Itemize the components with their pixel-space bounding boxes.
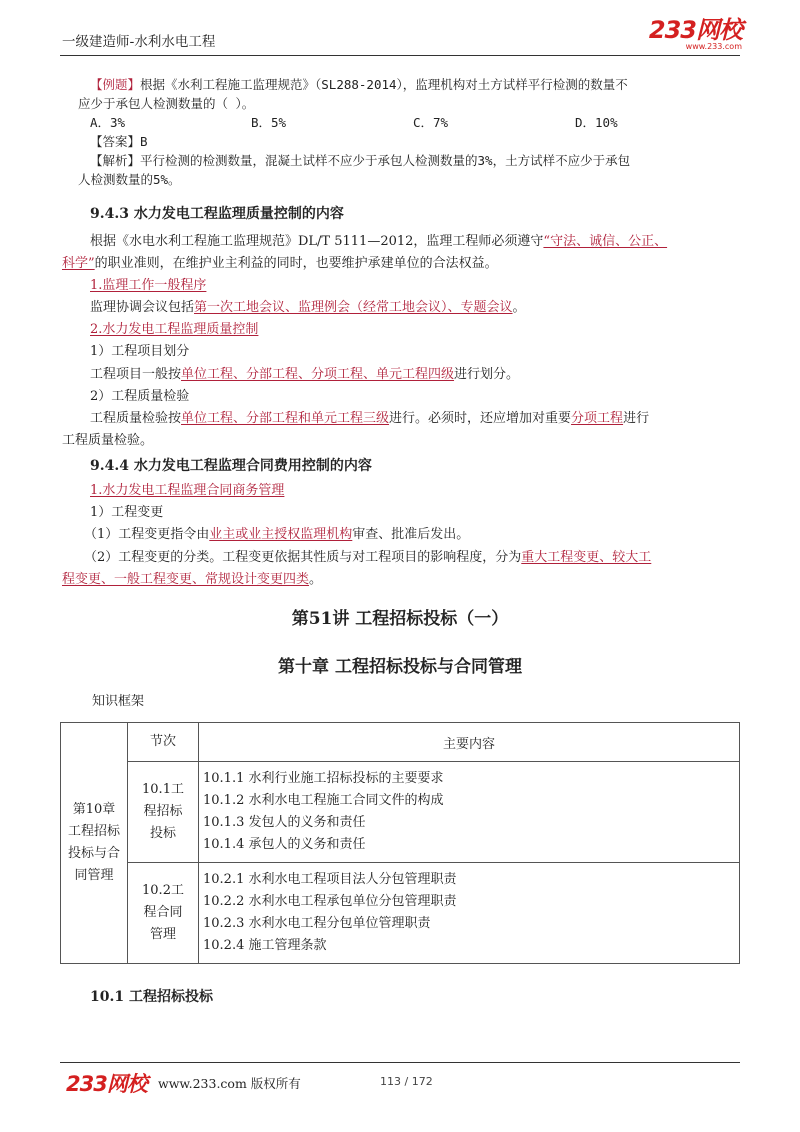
document-header-title: 一级建造师-水利水电工程 (62, 34, 216, 50)
s943-sub-1: 1）工程项目划分 (90, 344, 190, 359)
section-9-4-4-title: 9.4.4 水力发电工程监理合同费用控制的内容 (90, 458, 372, 474)
footer-logo: 233网校 (66, 1072, 147, 1096)
s944-paragraph-2-cont: 程变更、一般工程变更、常规设计变更四类。 (62, 572, 323, 587)
page-number: 113 / 172 (380, 1075, 433, 1088)
logo-url: www.233.com (685, 42, 742, 51)
section-9-4-3-title: 9.4.3 水力发电工程监理质量控制的内容 (90, 206, 344, 222)
s944-sub-1: 1）工程变更 (90, 505, 164, 520)
table-row (61, 863, 740, 964)
content-item: 10.1.4 承包人的义务和责任 (203, 837, 366, 852)
brand-logo (649, 18, 742, 51)
content-item: 10.1.1 水利行业施工招标投标的主要要求 (203, 771, 444, 786)
s943-paragraph-4: 工程质量检验按单位工程、分部工程和单元工程三级进行。必须时，还应增加对重要分项工程进行 (90, 411, 650, 426)
s943-paragraph-2: 监理协调会议包括第一次工地会议、监理例会（经常工地会议）、专题会议。 (90, 300, 526, 315)
section-10-1-title: 10.1 工程招标投标 (90, 989, 213, 1005)
content-cell (199, 863, 740, 964)
content-item: 10.2.4 施工管理条款 (203, 938, 327, 953)
s943-paragraph-1: 根据《水电水利工程施工监理规范》DL/T 5111—2012，监理工程师必须遵守“守法、诚信、公正、 (90, 234, 668, 249)
table-row (61, 762, 740, 863)
example-tag: 【例题】 (90, 77, 141, 92)
s943-paragraph-3: 工程项目一般按单位工程、分部工程、分项工程、单元工程四级进行划分。 (90, 367, 520, 382)
example-analysis-line-1: 【解析】平行检测的检测数量，混凝土试样不应少于承包人检测数量的3%，土方试样不应少于承包 (90, 153, 631, 168)
lecture-title: 第51讲 工程招标投标（一） (291, 609, 509, 629)
logo-text: 233网校 (648, 16, 742, 44)
content-item: 10.1.2 水利水电工程施工合同文件的构成 (203, 793, 444, 808)
table-header-row (61, 723, 740, 762)
example-analysis-line-2: 人检测数量的5%。 (78, 172, 181, 187)
s943-heading-1: 1.监理工作一般程序 (90, 278, 207, 293)
content-item: 10.2.2 水利水电工程承包单位分包管理职责 (203, 894, 457, 909)
option-d: D．10% (575, 115, 618, 130)
header-section: 节次 (128, 723, 199, 762)
example-question-line-1: 【例题】根据《水利工程施工监理规范》（SL288-2014），监理机构对土方试样平行检测的数量不 (90, 77, 628, 92)
header-rule (60, 55, 740, 56)
section-cell: 10.2工程合同管理 (128, 863, 199, 964)
content-item: 10.2.1 水利水电工程项目法人分包管理职责 (203, 872, 457, 887)
s943-paragraph-1-cont: 科学”的职业准则，在维护业主利益的同时，也要维护承建单位的合法权益。 (62, 256, 498, 271)
s943-sub-2: 2）工程质量检验 (90, 389, 190, 404)
content-item: 10.1.3 发包人的义务和责任 (203, 815, 366, 830)
framework-label: 知识框架 (92, 694, 145, 709)
option-b: B．5% (251, 115, 287, 130)
example-answer: 【答案】B (90, 134, 148, 149)
footer-rule (60, 1062, 740, 1063)
s944-paragraph-1: （1）工程变更指令由业主或业主授权监理机构审查、批准后发出。 (84, 527, 470, 542)
example-question-line-2: 应少于承包人检测数量的（ ）。 (78, 96, 255, 111)
content-item: 10.2.3 水利水电工程分包单位管理职责 (203, 916, 431, 931)
content-cell (199, 762, 740, 863)
s944-paragraph-2: （2）工程变更的分类。工程变更依据其性质与对工程项目的影响程度，分为重大工程变更、较大工 (84, 550, 652, 565)
s943-heading-2: 2.水力发电工程监理质量控制 (90, 322, 259, 337)
section-cell: 10.1工程招标投标 (128, 762, 199, 863)
s943-paragraph-4-cont: 工程质量检验。 (62, 433, 154, 448)
chapter-cell: 第10章工程招标投标与合同管理 (61, 723, 128, 964)
chapter-title: 第十章 工程招标投标与合同管理 (278, 657, 522, 677)
option-c: C．7% (413, 115, 449, 130)
s944-heading-1: 1.水力发电工程监理合同商务管理 (90, 483, 285, 498)
footer-copyright: www.233.com 版权所有 (158, 1076, 301, 1091)
header-content: 主要内容 (199, 723, 740, 762)
option-a: A．3% (90, 115, 126, 130)
knowledge-framework-table (60, 722, 740, 964)
